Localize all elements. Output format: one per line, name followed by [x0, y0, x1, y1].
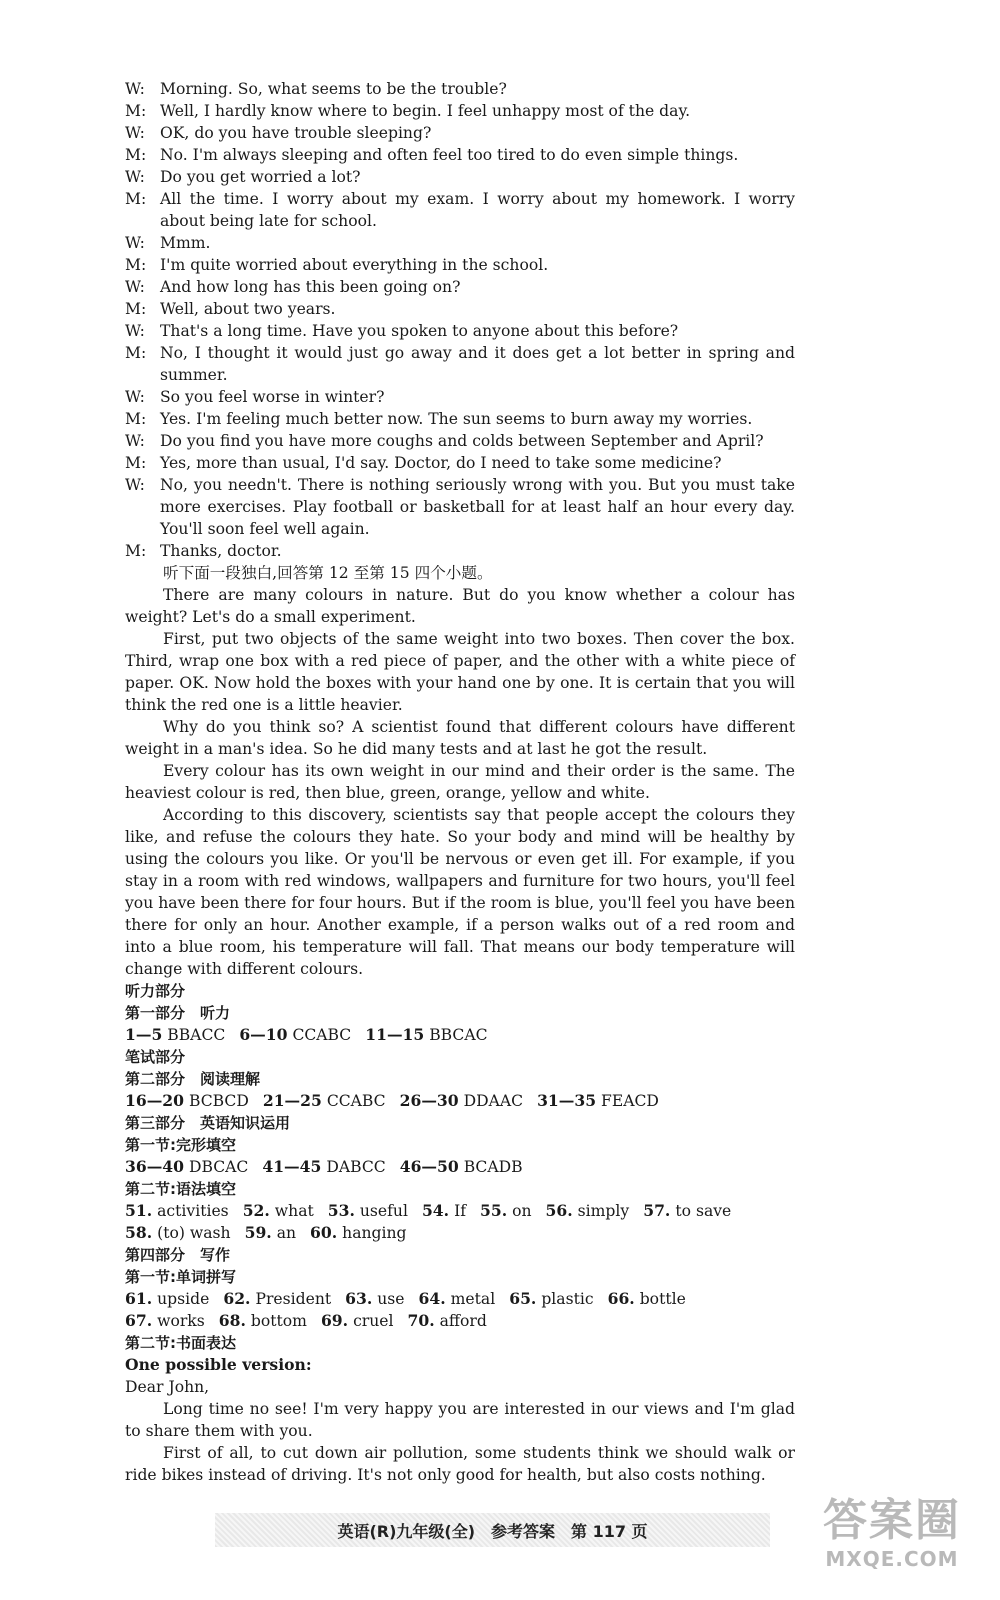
dialogue-text: I'm quite worried about everything in the school. — [160, 256, 549, 274]
speaker-label: W: — [125, 432, 145, 450]
heading-part2: 第二部分 阅读理解 — [125, 1070, 261, 1088]
dialogue-text: Thanks, doctor. — [160, 542, 282, 560]
possible-version-label: One possible version: — [125, 1355, 312, 1374]
answer-item — [243, 1202, 314, 1220]
answer-number: 11—15 — [365, 1025, 425, 1044]
answer-item — [125, 1224, 231, 1242]
answer-number: 54. — [421, 1201, 450, 1220]
answer-row-6 — [125, 1288, 795, 1310]
answer-number: 46—50 — [399, 1157, 459, 1176]
speaker-label: W: — [125, 168, 145, 186]
answer-number: 58. — [125, 1223, 153, 1242]
answer-item — [125, 1158, 248, 1176]
dialogue-line — [125, 342, 795, 386]
answer-number: 66. — [607, 1289, 635, 1308]
answer-number: 55. — [480, 1201, 508, 1220]
heading-part1: 第一部分 听力 — [125, 1004, 231, 1022]
answer-number: 61. — [125, 1289, 153, 1308]
dialogue-line — [125, 540, 795, 562]
speaker-label: M: — [125, 542, 147, 560]
answer-value: FEACD — [601, 1092, 659, 1110]
answer-number: 70. — [407, 1311, 435, 1330]
answer-number: 59. — [244, 1223, 272, 1242]
speaker-label: M: — [125, 300, 147, 318]
answer-item — [419, 1290, 496, 1308]
answer-value: to save — [675, 1202, 732, 1220]
monologue-paragraph: Why do you think so? A scientist found that different colours have different weight in a man's idea. So he did many tests and at last he got the result. — [125, 718, 795, 758]
answer-value: DABCC — [326, 1158, 386, 1176]
answer-item — [125, 1312, 205, 1330]
dialogue-text: Morning. So, what seems to be the trouble? — [160, 80, 507, 98]
answer-item — [310, 1224, 407, 1242]
speaker-label: W: — [125, 278, 145, 296]
answer-value: President — [255, 1290, 332, 1308]
answer-item — [480, 1202, 532, 1220]
answer-value: activities — [157, 1202, 229, 1220]
answer-value: DBCAC — [188, 1158, 249, 1176]
answer-number: 56. — [545, 1201, 573, 1220]
answer-item — [321, 1312, 394, 1330]
monologue-paragraph: First, put two objects of the same weight into two boxes. Then cover the box. Third, wrap one box with a red piece of paper, and the other with a white piece of paper. OK. Now hold the boxes with your hand one by one. It is certain that you will think the red one is a little heavier. — [125, 630, 795, 714]
speaker-label: W: — [125, 322, 145, 340]
answer-item — [328, 1202, 408, 1220]
monologue-section — [125, 584, 795, 980]
answer-item — [546, 1202, 630, 1220]
watermark-logo — [802, 1495, 982, 1585]
answer-value: afford — [439, 1312, 487, 1330]
answer-item — [262, 1158, 385, 1176]
answer-number: 64. — [418, 1289, 446, 1308]
dialogue-line — [125, 78, 795, 100]
dialogue-line — [125, 100, 795, 122]
dialogue-line — [125, 430, 795, 452]
answer-number: 21—25 — [262, 1091, 322, 1110]
answer-value: bottle — [639, 1290, 686, 1308]
answer-value: simply — [577, 1202, 630, 1220]
speaker-label: M: — [125, 454, 147, 472]
answer-number: 51. — [125, 1201, 153, 1220]
answer-number: 6—10 — [239, 1025, 288, 1044]
heading-section4: 第二节:书面表达 — [125, 1334, 236, 1352]
dialogue-line — [125, 320, 795, 342]
heading-section1: 第一节:完形填空 — [125, 1136, 236, 1154]
answer-value: works — [157, 1312, 205, 1330]
answer-row-4 — [125, 1200, 795, 1222]
answer-number: 41—45 — [262, 1157, 322, 1176]
answer-value: useful — [359, 1202, 408, 1220]
answer-item — [422, 1202, 466, 1220]
monologue-paragraph: Every colour has its own weight in our mind and their order is the same. The heaviest colour is red, then blue, green, orange, yellow and white. — [125, 762, 795, 802]
answer-value: BCBCD — [188, 1092, 249, 1110]
heading-part3: 第三部分 英语知识运用 — [125, 1114, 291, 1132]
speaker-label: M: — [125, 146, 147, 164]
answer-number: 31—35 — [537, 1091, 597, 1110]
answer-number: 69. — [320, 1311, 349, 1330]
monologue-paragraph: According to this discovery, scientists say that people accept the colours they like, and refuse the colours they hate. So your body and mind will be healthy by using the colours you like. Or you'll be nervous or even get ill. For example, if you stay in a room with red windows, wallpapers and furniture for two hours, you'll feel you have been there for four hours. But if the room is blue, you'll feel you have been there for only an hour. Another example, if a person walks out of a red room and into a blue room, his temperature will fall. That means our body temperature will change with different colours. — [125, 806, 795, 978]
answer-number: 26—30 — [399, 1091, 459, 1110]
answer-value: BCADB — [463, 1158, 523, 1176]
answer-row-2 — [125, 1090, 795, 1112]
answer-value: use — [377, 1290, 405, 1308]
dialogue-text: Do you get worried a lot? — [160, 168, 361, 186]
letter-paragraph: Long time no see! I'm very happy you are interested in our views and I'm glad to share them with you. — [125, 1400, 795, 1440]
speaker-label: M: — [125, 410, 147, 428]
dialogue-text: Well, I hardly know where to begin. I feel unhappy most of the day. — [160, 102, 691, 120]
monologue-intro: 听下面一段独白,回答第 12 至第 15 四个小题。 — [163, 564, 493, 582]
dialogue-section — [125, 78, 795, 562]
dialogue-text: OK, do you have trouble sleeping? — [160, 124, 432, 142]
answer-item — [245, 1224, 296, 1242]
answer-value: on — [512, 1202, 532, 1220]
letter-body — [125, 1398, 795, 1486]
answer-item — [263, 1092, 386, 1110]
answer-item — [125, 1202, 229, 1220]
answer-page — [125, 78, 795, 1486]
dialogue-text: Yes, more than usual, I'd say. Doctor, do I need to take some medicine? — [160, 454, 722, 472]
dialogue-text: No, you needn't. There is nothing seriously wrong with you. But you must take more exercises. Play football or basketball for at least half an hour every day. You'll soon feel well again. — [160, 476, 795, 538]
answer-value: CCABC — [292, 1026, 352, 1044]
answer-row-7 — [125, 1310, 795, 1332]
answer-item — [219, 1312, 307, 1330]
answer-item — [509, 1290, 593, 1308]
answer-number: 52. — [242, 1201, 270, 1220]
answer-value: BBACC — [167, 1026, 226, 1044]
answer-number: 16—20 — [125, 1091, 184, 1110]
dialogue-line — [125, 166, 795, 188]
answer-value: cruel — [353, 1312, 394, 1330]
speaker-label: W: — [125, 388, 145, 406]
answer-item — [365, 1026, 487, 1044]
answer-value: CCABC — [326, 1092, 386, 1110]
answer-value: upside — [157, 1290, 210, 1308]
heading-section3: 第一节:单词拼写 — [125, 1268, 236, 1286]
answer-number: 63. — [345, 1289, 373, 1308]
letter-greeting: Dear John, — [125, 1378, 210, 1396]
heading-listening: 听力部分 — [125, 982, 186, 1000]
answer-number: 53. — [327, 1201, 355, 1220]
page-footer: 英语(R)九年级(全) 参考答案 第 117 页 — [215, 1513, 770, 1547]
dialogue-text: Mmm. — [160, 234, 211, 252]
answer-item — [400, 1158, 523, 1176]
heading-section2: 第二节:语法填空 — [125, 1180, 236, 1198]
dialogue-text: All the time. I worry about my exam. I worry about my homework. I worry about being late for school. — [160, 190, 795, 230]
answer-item — [125, 1026, 225, 1044]
speaker-label: M: — [125, 190, 147, 208]
dialogue-text: Do you find you have more coughs and colds between September and April? — [160, 432, 764, 450]
answer-number: 68. — [218, 1311, 246, 1330]
answer-row-1 — [125, 1024, 795, 1046]
answer-number: 60. — [310, 1223, 338, 1242]
answer-item — [345, 1290, 404, 1308]
dialogue-text: No. I'm always sleeping and often feel too tired to do even simple things. — [160, 146, 739, 164]
dialogue-line — [125, 452, 795, 474]
dialogue-line — [125, 232, 795, 254]
answer-item — [400, 1092, 523, 1110]
speaker-label: M: — [125, 256, 147, 274]
letter-paragraph: First of all, to cut down air pollution, some students think we should walk or ride bikes instead of driving. It's not only good for health, but also costs nothing. — [125, 1444, 795, 1484]
dialogue-line — [125, 386, 795, 408]
answer-item — [125, 1092, 249, 1110]
answer-item — [537, 1092, 659, 1110]
dialogue-text: And how long has this been going on? — [160, 278, 461, 296]
answer-number: 65. — [509, 1289, 537, 1308]
answer-number: 36—40 — [125, 1157, 184, 1176]
dialogue-line — [125, 408, 795, 430]
answer-value: metal — [450, 1290, 496, 1308]
dialogue-text: So you feel worse in winter? — [160, 388, 385, 406]
answer-item — [125, 1290, 209, 1308]
answer-row-3 — [125, 1156, 795, 1178]
dialogue-text: Well, about two years. — [160, 300, 336, 318]
speaker-label: M: — [125, 102, 147, 120]
watermark-text: 答案圈 — [823, 1495, 961, 1546]
answer-number: 1—5 — [125, 1025, 163, 1044]
heading-part4: 第四部分 写作 — [125, 1246, 231, 1264]
answer-value: (to) wash — [157, 1224, 231, 1242]
answer-value: what — [274, 1202, 314, 1220]
answer-value: bottom — [250, 1312, 307, 1330]
heading-written: 笔试部分 — [125, 1048, 186, 1066]
answer-item — [223, 1290, 331, 1308]
dialogue-line — [125, 474, 795, 540]
dialogue-line — [125, 254, 795, 276]
dialogue-text: No, I thought it would just go away and it does get a lot better in spring and summer. — [160, 344, 795, 384]
speaker-label: W: — [125, 124, 145, 142]
answer-row-5 — [125, 1222, 795, 1244]
answer-number: 67. — [125, 1311, 153, 1330]
answer-value: If — [454, 1202, 466, 1220]
answer-value: BBCAC — [429, 1026, 488, 1044]
answer-value: plastic — [541, 1290, 594, 1308]
dialogue-line — [125, 144, 795, 166]
speaker-label: W: — [125, 80, 145, 98]
monologue-paragraph: There are many colours in nature. But do you know whether a colour has weight? Let's do a small experiment. — [125, 586, 795, 626]
answer-item — [643, 1202, 731, 1220]
answer-item — [408, 1312, 487, 1330]
speaker-label: W: — [125, 476, 145, 494]
speaker-label: W: — [125, 234, 145, 252]
answer-item — [608, 1290, 686, 1308]
speaker-label: M: — [125, 344, 147, 362]
dialogue-line — [125, 298, 795, 320]
answer-value: hanging — [342, 1224, 407, 1242]
answer-item — [239, 1026, 351, 1044]
dialogue-text: Yes. I'm feeling much better now. The sun seems to burn away my worries. — [160, 410, 753, 428]
answer-value: DDAAC — [463, 1092, 524, 1110]
dialogue-line — [125, 188, 795, 232]
dialogue-line — [125, 276, 795, 298]
answer-number: 62. — [223, 1289, 251, 1308]
answer-value: an — [276, 1224, 297, 1242]
dialogue-text: That's a long time. Have you spoken to anyone about this before? — [160, 322, 679, 340]
answer-number: 57. — [643, 1201, 671, 1220]
dialogue-line — [125, 122, 795, 144]
watermark-url: MXQE.COM — [825, 1547, 959, 1571]
